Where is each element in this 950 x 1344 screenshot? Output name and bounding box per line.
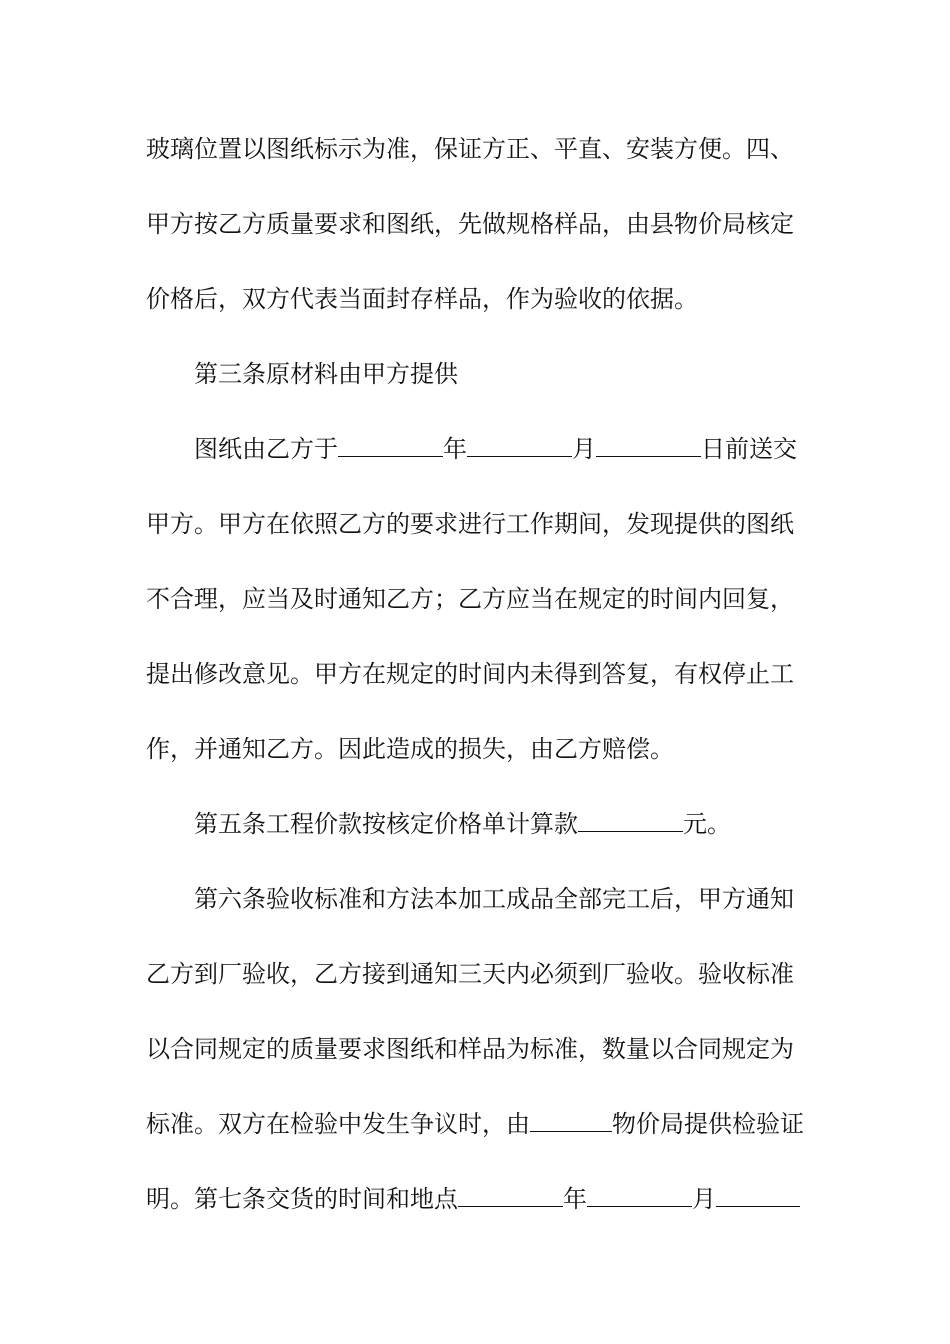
text-line: 提出修改意见。甲方在规定的时间内未得到答复，有权停止工 (146, 660, 794, 688)
text-segment: 元。 (683, 810, 731, 838)
text-segment: 日前送交 (701, 435, 797, 463)
fill-in-blank (578, 809, 683, 832)
text-segment: 年 (563, 1185, 587, 1213)
article-7-line (146, 1184, 810, 1214)
fill-in-blank (338, 434, 443, 457)
article-6-line: 第六条验收标准和方法本加工成品全部完工后，甲方通知 (194, 885, 794, 913)
text-segment: 明。第七条交货的时间和地点 (146, 1185, 458, 1213)
text-line: 甲方。甲方在依照乙方的要求进行工作期间，发现提供的图纸 (146, 510, 794, 538)
text-segment: 月 (572, 435, 596, 463)
fill-in-blank (458, 1184, 563, 1207)
text-line: 甲方按乙方质量要求和图纸，先做规格样品，由县物价局核定 (146, 210, 794, 238)
fill-in-blank (716, 1184, 800, 1207)
text-segment: 年 (443, 435, 467, 463)
text-line: 作，并通知乙方。因此造成的损失，由乙方赔偿。 (146, 735, 674, 763)
text-line-with-date-blanks (194, 434, 810, 464)
fill-in-blank (596, 434, 701, 457)
text-line-with-blank (146, 1109, 810, 1139)
text-line: 乙方到厂验收，乙方接到通知三天内必须到厂验收。验收标准 (146, 960, 794, 988)
text-line: 玻璃位置以图纸标示为准，保证方正、平直、安装方便。四、 (146, 135, 794, 163)
fill-in-blank (467, 434, 572, 457)
fill-in-blank (587, 1184, 692, 1207)
fill-in-blank (530, 1109, 612, 1132)
text-segment: 第五条工程价款按核定价格单计算款 (194, 810, 578, 838)
article-5-line (194, 809, 810, 839)
text-line: 价格后，双方代表当面封存样品，作为验收的依据。 (146, 285, 698, 313)
article-3-heading: 第三条原材料由甲方提供 (194, 360, 458, 388)
text-segment: 图纸由乙方于 (194, 435, 338, 463)
text-segment: 月 (692, 1185, 716, 1213)
text-segment: 标准。双方在检验中发生争议时，由 (146, 1110, 530, 1138)
text-line: 以合同规定的质量要求图纸和样品为标准，数量以合同规定为 (146, 1035, 794, 1063)
text-segment: 物价局提供检验证 (612, 1110, 804, 1138)
text-line: 不合理，应当及时通知乙方；乙方应当在规定的时间内回复， (146, 585, 794, 613)
